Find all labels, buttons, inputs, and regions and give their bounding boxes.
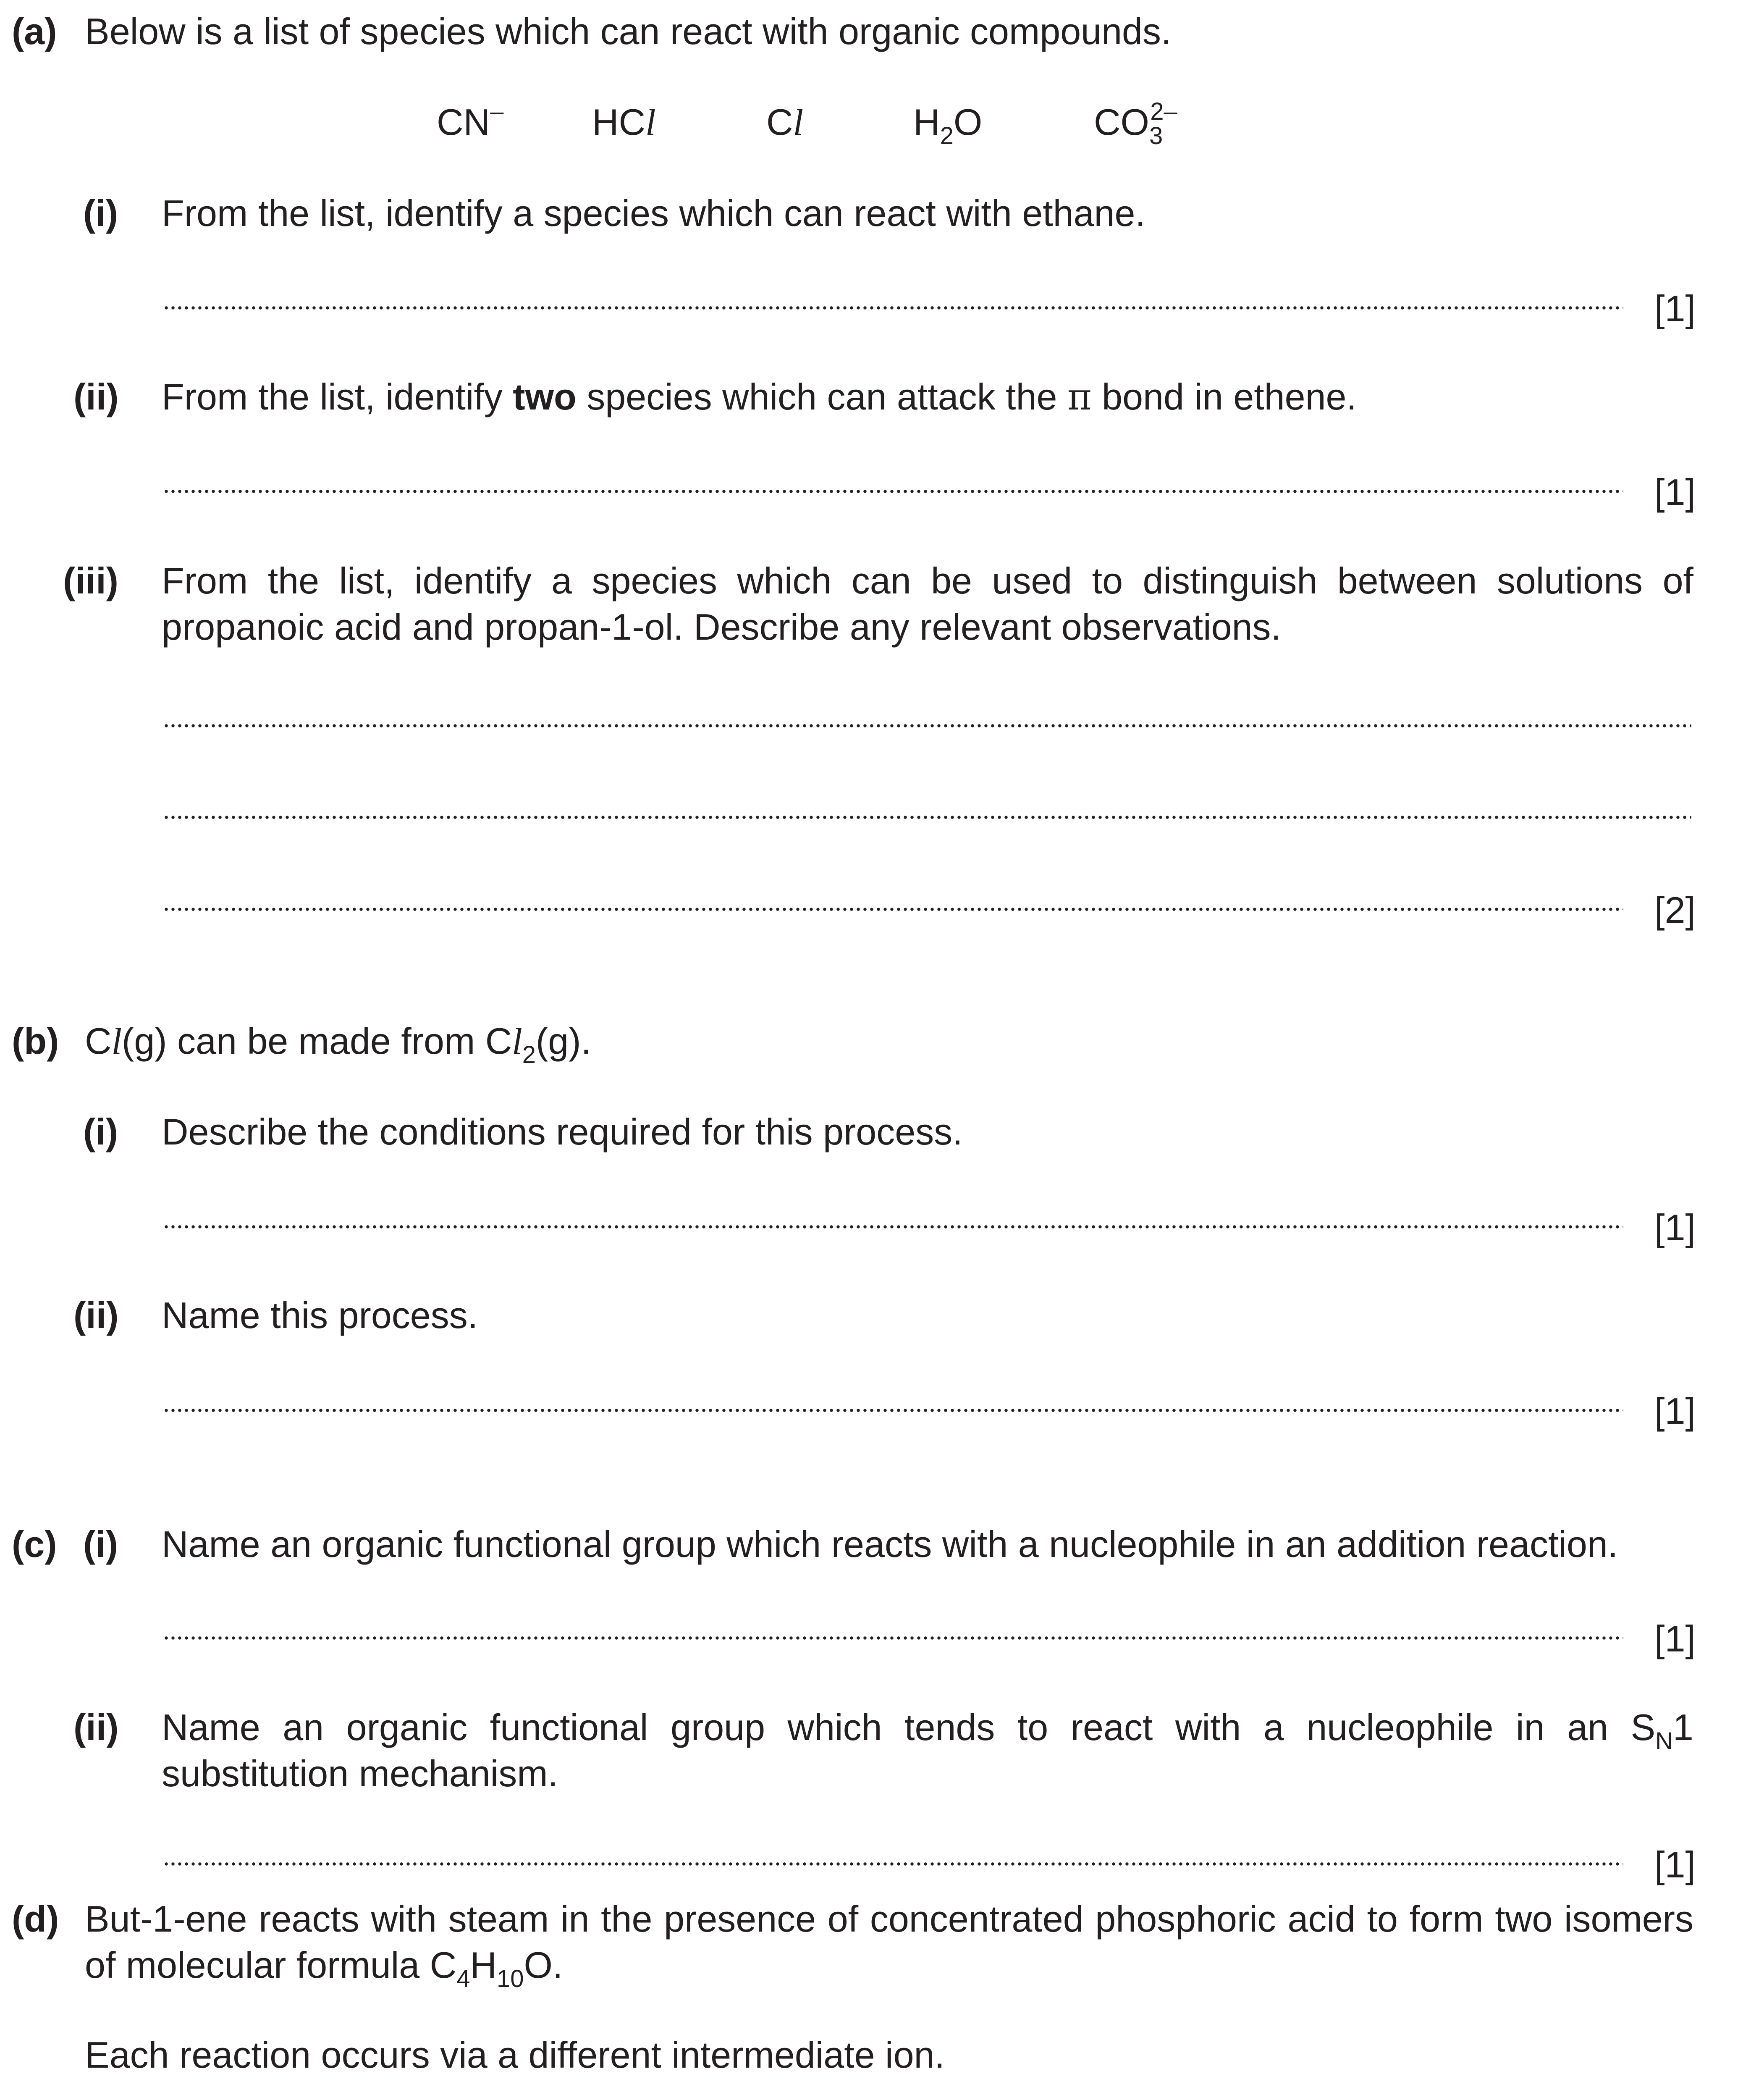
part-d-intro: But-1-ene reacts with steam in the presence of concentrated phosphoric acid to form two isomers of molecular formula $C_4H_{10}O$. [85,1898,1693,1992]
part-d-label: (d) [12,1898,59,1940]
answer-line-c-ii[interactable] [163,1860,1623,1868]
species-cyanide: CN– [437,98,504,143]
mark-a-ii: [1] [1654,471,1696,513]
part-d-note: Each reaction occurs via a different intermediate ion. [85,2034,945,2076]
mark-c-i: [1] [1654,1618,1696,1659]
answer-line-c-i[interactable] [163,1634,1623,1642]
part-a-i-label: (i) [83,192,118,234]
part-b-ii-label: (ii) [73,1294,119,1336]
part-c-label: (c) [12,1523,57,1565]
part-a-label: (a) [12,10,57,52]
mark-b-i: [1] [1654,1207,1696,1248]
part-c-i-question: Name an organic functional group which reacts with a nucleophile in an addition reaction. [162,1523,1618,1565]
part-c-ii-question: Name an organic functional group which tends to react with a nucleophile in an $S_N1$ substitution mechanism. [162,1706,1693,1794]
species-hcl: HCl [592,101,656,143]
answer-line-a-i[interactable] [163,304,1623,312]
part-b-ii-question: Name this process. [162,1294,478,1336]
part-b-intro: Cl(g) can be made from $Cl_2(g)$. [85,1020,591,1068]
part-a-iii-label: (iii) [63,560,118,601]
answer-line-a-iii-2[interactable] [163,813,1691,822]
part-b-label: (b) [12,1020,59,1062]
species-water: $H_2O$ [913,101,983,150]
part-c-ii-label: (ii) [73,1706,119,1748]
part-c-i-label: (i) [83,1523,118,1565]
answer-line-a-iii-1[interactable] [163,722,1691,730]
part-a-ii-question: From the list, identify two species which can attack the π bond in ethene. [162,375,1357,418]
species-carbonate: $CO_3^{2-}$ [1094,98,1177,150]
part-b-i-question: Describe the conditions required for this process. [162,1111,963,1152]
part-a-i-question: From the list, identify a species which can react with ethane. [162,192,1145,234]
species-chlorine-radical: Cl [766,101,804,143]
answer-line-b-ii[interactable] [163,1406,1623,1415]
answer-line-b-i[interactable] [163,1223,1623,1231]
mark-b-ii: [1] [1654,1390,1696,1432]
answer-line-a-ii[interactable] [163,487,1623,496]
part-a-intro: Below is a list of species which can react with organic compounds. [85,10,1172,52]
mark-c-ii: [1] [1654,1844,1696,1885]
part-a-iii-question: From the list, identify a species which can be used to distinguish between solutions of propanoic acid and propan-1-ol. Describe any relevant observations. [162,560,1693,648]
mark-a-i: [1] [1654,288,1696,329]
answer-line-a-iii-3[interactable] [163,905,1623,914]
part-a-ii-label: (ii) [73,376,119,417]
mark-a-iii: [2] [1654,889,1696,931]
part-b-i-label: (i) [83,1111,118,1152]
